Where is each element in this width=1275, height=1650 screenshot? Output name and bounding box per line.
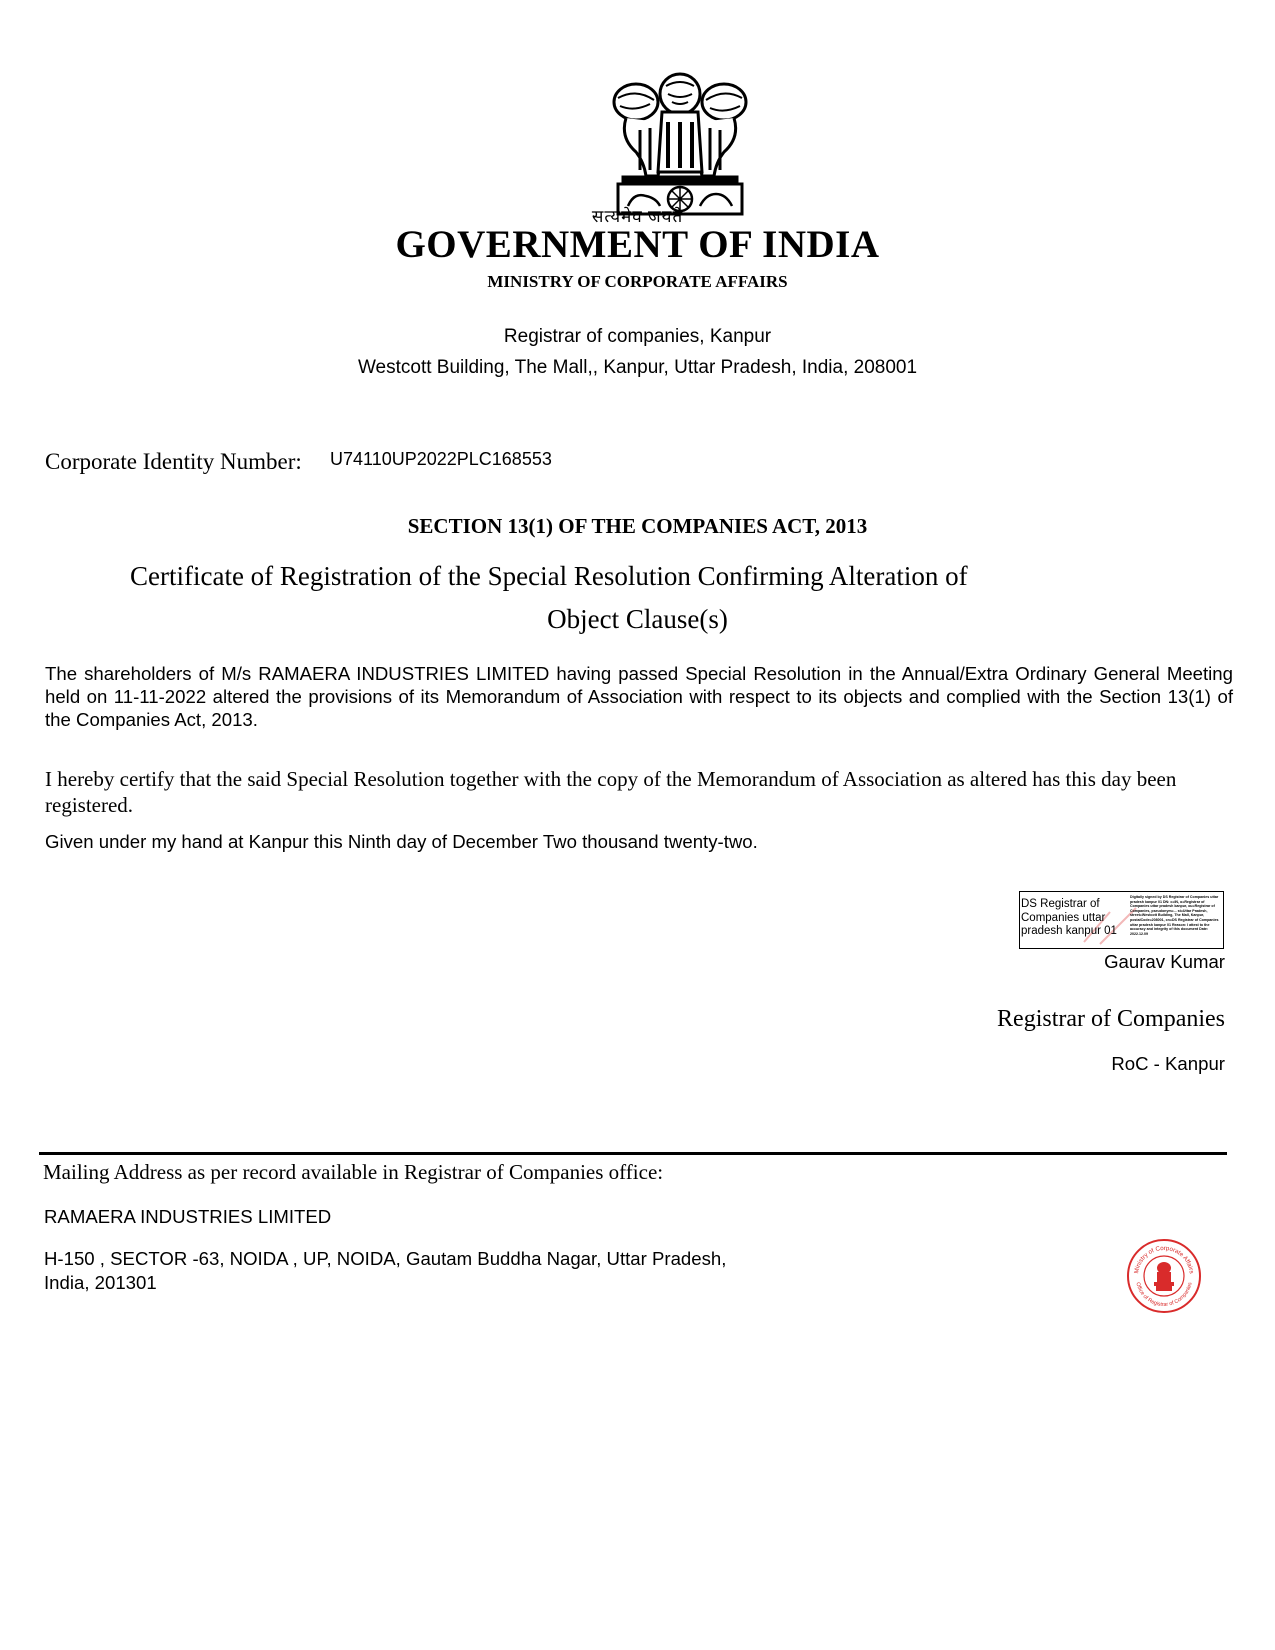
certificate-title-line-2: Object Clause(s) bbox=[547, 604, 728, 634]
government-title: GOVERNMENT OF INDIA bbox=[395, 223, 880, 266]
svg-text:Office of Registrar of Compani: Office of Registrar of Companies bbox=[1134, 1281, 1194, 1309]
section-title: SECTION 13(1) OF THE COMPANIES ACT, 2013 bbox=[407, 514, 868, 538]
company-address: H-150 , SECTOR -63, NOIDA , UP, NOIDA, Gautam Buddha Nagar, Uttar Pradesh, India, 201301 bbox=[44, 1248, 727, 1293]
signer-title: Registrar of Companies bbox=[997, 1006, 1225, 1032]
certificate-title-line-1: Certificate of Registration of the Special Resolution Confirming Alteration of bbox=[130, 561, 968, 591]
svg-text:Ministry of Corporate Affairs: Ministry of Corporate Affairs bbox=[1133, 1244, 1195, 1275]
registrar-office-address: Westcott Building, The Mall,, Kanpur, Uttar Pradesh, India, 208001 bbox=[357, 357, 918, 378]
national-motto: सत्यमेव जयते bbox=[591, 207, 684, 226]
company-name: RAMAERA INDUSTRIES LIMITED bbox=[44, 1206, 332, 1227]
mailing-address-label: Mailing Address as per record available in Registrar of Companies office: bbox=[43, 1160, 664, 1184]
digital-signature-box bbox=[1019, 891, 1224, 949]
national-emblem-icon bbox=[596, 72, 764, 218]
cin-label: Corporate Identity Number: bbox=[45, 449, 302, 474]
certification-paragraph: I hereby certify that the said Special Resolution together with the copy of the Memorandum of Association as altered has this day been registered. bbox=[45, 767, 1177, 817]
ministry-seal-icon bbox=[1126, 1238, 1202, 1314]
digital-signature-label: DS Registrar of Companies uttar pradesh kanpur 01 bbox=[1021, 898, 1117, 937]
registrar-office-name: Registrar of companies, Kanpur bbox=[503, 326, 772, 347]
cin-value: U74110UP2022PLC168553 bbox=[330, 449, 552, 469]
signer-name: Gaurav Kumar bbox=[1104, 951, 1225, 972]
ministry-name: MINISTRY OF CORPORATE AFFAIRS bbox=[487, 272, 788, 291]
resolution-paragraph: The shareholders of M/s RAMAERA INDUSTRIES LIMITED having passed Special Resolution in the Annual/Extra Ordinary General Meeting held on 11-11-2022 altered the provisions of its Memorandum of Association with respect to its objects and complied with the Section 13(1) of the Companies Act, 2013. bbox=[45, 663, 1233, 730]
digital-signature-details: Digitally signed by DS Registrar of Companies uttar pradesh kanpur 01 DN: c=IN, o=Registrar of Companies uttar pradesh kanpur, ou=Registrar of Companies, pseudonym=... st=Uttar Pradesh, street=Westcott Building, The Mall, Kanpur, postalCode=208001, cn=DS Registrar of Companies uttar pradesh kanpur 01 Reason: I attest to the accuracy and integrity of this document Date: 2022.12.09 bbox=[1130, 895, 1219, 936]
section-divider bbox=[39, 1152, 1227, 1155]
signer-office: RoC - Kanpur bbox=[1111, 1053, 1225, 1074]
given-under-hand-paragraph: Given under my hand at Kanpur this Ninth day of December Two thousand twenty-two. bbox=[45, 831, 758, 852]
